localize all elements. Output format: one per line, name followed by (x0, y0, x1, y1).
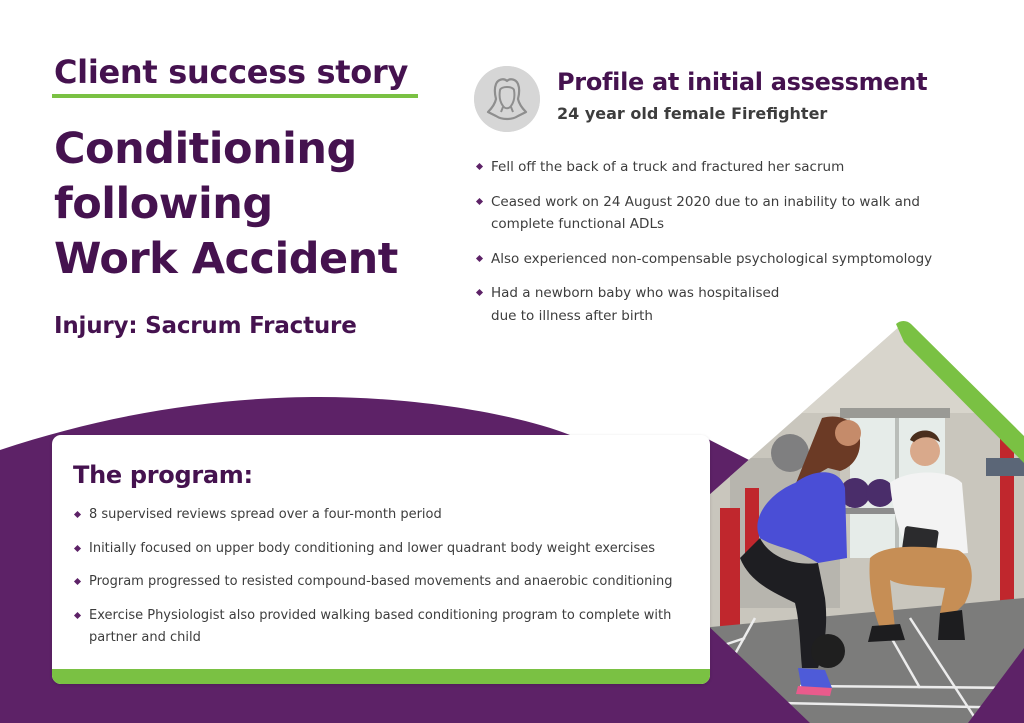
diamond-bullet-icon (74, 511, 81, 518)
list-item: Program progressed to resisted compound-based movements and anaerobic conditioning (74, 571, 694, 594)
profile-list (476, 156, 956, 339)
diamond-bullet-icon (476, 289, 483, 296)
avatar (474, 66, 540, 132)
profile-title: Profile at initial assessment (557, 68, 928, 96)
headline-line-3: Work Accident (54, 234, 398, 284)
headline-line-2: following (54, 179, 273, 229)
list-item: Also experienced non-compensable psychological symptomology (476, 248, 946, 271)
program-list (74, 504, 694, 650)
list-item: Had a newborn baby who was hospitalised due to illness after birth (476, 282, 791, 327)
page-title (54, 122, 474, 287)
profile-subtitle: 24 year old female Firefighter (557, 104, 828, 123)
diamond-bullet-icon (74, 578, 81, 585)
card-green-footer-strip (52, 669, 710, 684)
gym-photo-illustration (700, 318, 1024, 723)
diamond-bullet-icon (476, 163, 483, 170)
injury-subtitle: Injury: Sacrum Fracture (54, 313, 357, 339)
diamond-bullet-icon (476, 254, 483, 261)
gym-photo (700, 318, 1024, 723)
kicker-title: Client success story (54, 53, 409, 91)
female-user-icon (474, 66, 540, 132)
list-item: Fell off the back of a truck and fractured her sacrum (476, 156, 916, 179)
program-title: The program: (73, 461, 253, 489)
list-item: Initially focused on upper body conditioning and lower quadrant body weight exercises (74, 538, 694, 561)
program-card (52, 435, 710, 684)
headline-line-1: Conditioning (54, 124, 357, 174)
list-item: 8 supervised reviews spread over a four-month period (74, 504, 694, 527)
diamond-bullet-icon (476, 197, 483, 204)
diamond-bullet-icon (74, 611, 81, 618)
diamond-bullet-icon (74, 544, 81, 551)
kicker-underline (52, 94, 418, 98)
list-item: Exercise Physiologist also provided walking based conditioning program to complete with partner and child (74, 605, 694, 650)
list-item: Ceased work on 24 August 2020 due to an inability to walk and complete functional ADLs (476, 191, 926, 236)
